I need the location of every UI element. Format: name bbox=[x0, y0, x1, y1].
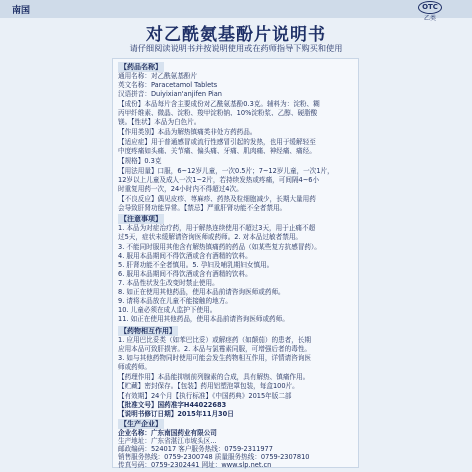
company-line: 生产地址：广东省湛江市坡头区... bbox=[118, 437, 217, 445]
indication-line: 【适应症】用于普通感冒或流行性感冒引起的发热，也用于缓解轻至 bbox=[118, 138, 316, 146]
category-line: 【作用类别】本品为解热镇痛类非处方药药品。 bbox=[118, 128, 257, 136]
company-line: 邮政编码：524017 客户服务热线：0759-2311977 bbox=[118, 445, 273, 453]
brand-logo: 南国 bbox=[12, 6, 31, 16]
company-line: 销售服务热线：0759-2300748 质量服务热线：0759-2307810 bbox=[118, 453, 310, 461]
interaction-line: 师或药师。 bbox=[118, 363, 151, 371]
interaction-line: 应用本品可致肝损害。2. 本品与氯霉素同服，可增强后者的毒性。 bbox=[118, 345, 312, 353]
section-caution-title: 【注意事项】 bbox=[120, 215, 162, 223]
name-line: 英文名称：Paracetamol Tablets bbox=[118, 81, 218, 89]
caution-line: 10. 儿童必须在成人监护下使用。 bbox=[118, 306, 217, 314]
header-bar bbox=[0, 0, 472, 18]
approval-line: 【批准文号】国药准字H44022683 bbox=[118, 401, 227, 409]
section-name-title: 【药品名称】 bbox=[120, 63, 162, 71]
caution-line: 8. 如正在使用其他药品，使用本品前请咨询医师或药师。 bbox=[118, 288, 285, 296]
caution-line: 9. 请将本品放在儿童不能接触的地方。 bbox=[118, 297, 232, 305]
adverse-line: 会导致肝肾功能异常。【禁忌】严重肝肾功能不全者禁用。 bbox=[118, 204, 287, 212]
revised-line: 【说明书修订日期】2015年11月30日 bbox=[118, 410, 234, 418]
usage-line: 12岁以上儿童及成人一次1~2片，若持续发热或疼痛，可间隔4~6小 bbox=[118, 176, 320, 184]
caution-line: 1. 本品为对症治疗药，用于解热连续使用不超过3天，用于止痛不超 bbox=[118, 224, 316, 232]
company-line: 传真号码：0759-2302441 网址：www.slp.net.cn bbox=[118, 461, 272, 469]
otc-class: 乙类 bbox=[424, 15, 437, 22]
adverse-line: 【不良反应】偶见皮疹、荨麻疹、药热及粒细胞减少，长期大量用药 bbox=[118, 195, 316, 203]
otc-badge: OTC bbox=[418, 1, 442, 14]
caution-line: 3. 不能同时服用其他含有解热镇痛药的药品（如某些复方抗感冒药）。 bbox=[118, 243, 321, 251]
ingredients-line: 镁。【性状】本品为白色片。 bbox=[118, 118, 201, 126]
caution-line: 4. 服用本品期间不得饮酒或含有酒精的饮料。 bbox=[118, 252, 252, 260]
usage-line: 时重复用药一次，24小时内不得超过4次。 bbox=[118, 185, 243, 193]
ingredients-line: 【成份】本品每片含主要成份对乙酰氨基酚0.3克。辅料为：淀粉、糊 bbox=[118, 100, 320, 108]
pharmacology-line: 【药理作用】本品能抑制前列腺素的合成，具有解热、镇痛作用。 bbox=[118, 373, 310, 381]
pharmacology-line: 【贮藏】密封保存。【包装】药用铝塑泡罩包装，每盒100片。 bbox=[118, 382, 299, 390]
caution-line: 11. 如正在使用其他药品，使用本品前请咨询医师或药师。 bbox=[118, 315, 289, 323]
caution-line: 5. 肝肾功能不全者慎用。5. 孕妇及哺乳期妇女慎用。 bbox=[118, 261, 274, 269]
name-line: 汉语拼音：Duiyixian'anjifen Pian bbox=[118, 90, 222, 98]
spec-line: 【规格】0.3克 bbox=[118, 157, 162, 165]
validity-line: 【有效期】24个月【执行标准】《中国药典》2015年版二部 bbox=[118, 392, 292, 400]
company-line: 企业名称：广东南国药业有限公司 bbox=[118, 429, 217, 437]
usage-line: 【用法用量】口服，6~12岁儿童，一次0.5片；7~12岁儿童，一次1片， bbox=[118, 167, 334, 175]
interaction-line: 3. 如与其他药物同时使用可能会发生药物相互作用，详情请咨询医 bbox=[118, 354, 312, 362]
caution-line: 过5天，症状未缓解请咨询医师或药师。2. 对本品过敏者禁用。 bbox=[118, 233, 303, 241]
caution-line: 6. 服用本品期间不得饮酒或含有酒精的饮料。 bbox=[118, 270, 252, 278]
section-company-title: 【生产企业】 bbox=[120, 420, 162, 428]
section-interaction-title: 【药物相互作用】 bbox=[120, 327, 176, 335]
document-title: 对乙酰氨基酚片说明书 bbox=[146, 25, 326, 45]
caution-line: 7. 本品性状发生改变时禁止使用。 bbox=[118, 279, 219, 287]
ingredients-line: 丙甲纤维素、微晶、淀粉、羧甲淀粉钠、10%淀粉浆、乙醇、硬脂酸 bbox=[118, 109, 318, 117]
indication-line: 中度疼痛如头痛、关节痛、偏头痛、牙痛、肌肉痛、神经痛、痛经。 bbox=[118, 147, 316, 155]
name-line: 通用名称：对乙酰氨基酚片 bbox=[118, 72, 198, 80]
document-subtitle: 请仔细阅读说明书并按说明使用或在药师指导下购买和使用 bbox=[129, 43, 343, 53]
interaction-line: 1. 应用巴比妥类（如苯巴比妥）或解痉药（如颠茄）的患者，长期 bbox=[118, 336, 312, 344]
